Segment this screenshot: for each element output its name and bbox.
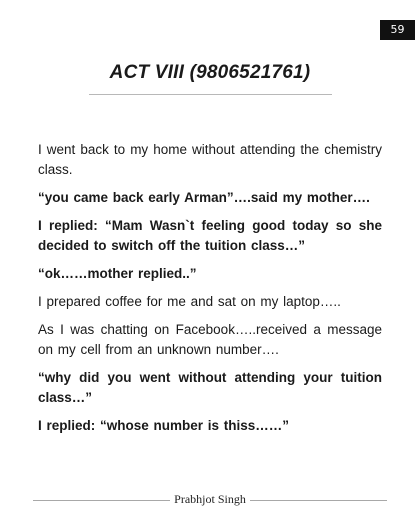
chapter-title: ACT VIII (9806521761) <box>109 62 311 83</box>
page-number-badge: 59 <box>380 20 415 40</box>
footer-author: Prabhjot Singh <box>174 492 246 506</box>
story-body <box>38 140 382 444</box>
title-divider <box>89 94 332 95</box>
paragraph: I prepared coffee for me and sat on my laptop….. <box>38 294 341 309</box>
footer-divider-left <box>33 500 170 501</box>
paragraph: I replied: “Mam Wasn`t feeling good today so she decided to switch off the tuition class…” <box>38 218 382 253</box>
paragraph: As I was chatting on Facebook…..received a message on my cell from an unknown number…. <box>38 322 382 357</box>
footer-divider-right <box>250 500 387 501</box>
paragraph: “ok……mother replied..” <box>38 266 197 281</box>
paragraph: “why did you went without attending your tuition class…” <box>38 370 382 405</box>
paragraph: I went back to my home without attending the chemistry class. <box>38 142 382 177</box>
paragraph: I replied: “whose number is thiss……” <box>38 418 290 433</box>
paragraph: “you came back early Arman”….said my mother…. <box>38 190 370 205</box>
